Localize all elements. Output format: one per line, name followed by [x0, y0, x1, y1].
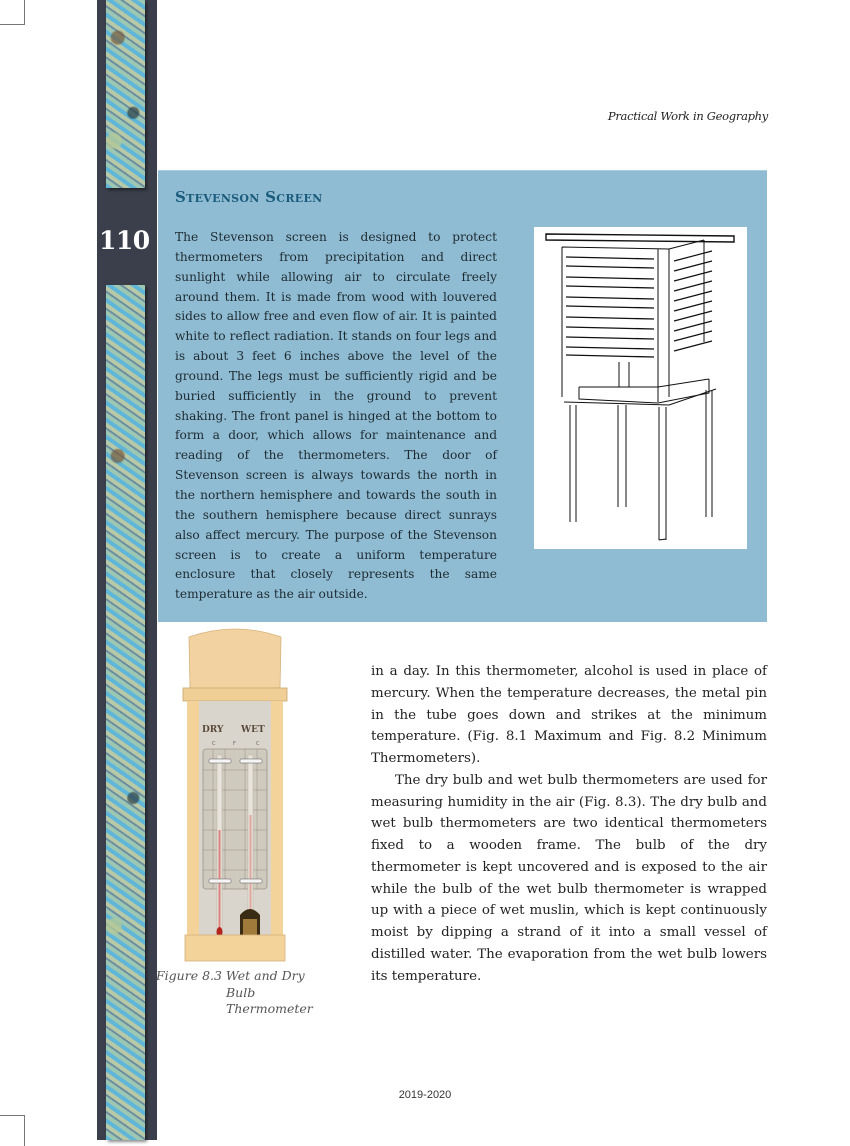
scale-left-label: C [212, 741, 216, 747]
stevenson-screen-illustration [534, 227, 747, 549]
side-strip [97, 0, 157, 1140]
wet-dry-bulb-thermometer-photo [180, 625, 290, 962]
page-number: 110 [99, 226, 150, 255]
wet-label: WET [241, 725, 265, 735]
scale-mid-label: F [233, 741, 236, 747]
stevenson-screen-drawing [534, 227, 747, 549]
paragraph-2: The dry bulb and wet bulb thermometers are used for measuring humidity in the air (Fig. 8.3). The dry bulb and wet bulb thermometers are two identical thermometers fixed to a wooden frame. The bulb of the dry thermometer is kept uncovered and is exposed to the air while the bulb of the wet bulb thermometer is wrapped up with a piece of wet muslin, which is kept continuously moist by dipping a strand of it into a small vessel of distilled water. The evaporation from the wet bulb lowers its temperature. [371, 772, 767, 984]
satellite-image-strip-bottom [106, 285, 145, 1140]
running-head: Practical Work in Geography [607, 109, 768, 123]
paragraph-1: in a day. In this thermometer, alcohol is used in place of mercury. When the temperature decreases, the metal pin in the tube goes down and strikes at the minimum temperature. (Fig. 8.1 Maximum and Fig. 8.2 Minimum Thermometers). [371, 664, 767, 766]
thermometer-illustration [180, 625, 290, 962]
box-title: Stevenson Screen [175, 188, 323, 206]
main-body-text [371, 661, 767, 987]
scale-right-label: C [256, 741, 260, 747]
satellite-image-strip-top [106, 0, 145, 188]
dry-label: DRY [202, 725, 224, 735]
crop-mark-bottom-left [0, 1115, 25, 1146]
footer-year: 2019-2020 [398, 1089, 452, 1101]
caption-line-3: Thermometer [226, 1001, 313, 1016]
figure-caption [156, 968, 326, 1018]
crop-mark-top-left [0, 0, 25, 25]
caption-line-2: Bulb [226, 984, 256, 1000]
stevenson-screen-box [158, 170, 767, 622]
caption-line-1: Figure 8.3 Wet and Dry [156, 968, 305, 983]
box-body-text: The Stevenson screen is designed to protect thermometers from precipitation and direct sunlight while allowing air to circulate freely around them. It is made from wood with louvered sides to allow free and even flow of air. It is painted white to reflect radiation. It stands on four legs and is about 3 feet 6 inches above the level of the ground. The legs must be sufficiently rigid and be buried sufficiently in the ground to prevent shaking. The front panel is hinged at the bottom to form a door, which allows for maintenance and reading of the thermometers. The door of Stevenson screen is always towards the north in the northern hemisphere and towards the south in the southern hemisphere because direct sunrays also affect mercury. The purpose of the Stevenson screen is to create a uniform temperature enclosure that closely represents the same temperature as the air outside. [175, 230, 497, 602]
